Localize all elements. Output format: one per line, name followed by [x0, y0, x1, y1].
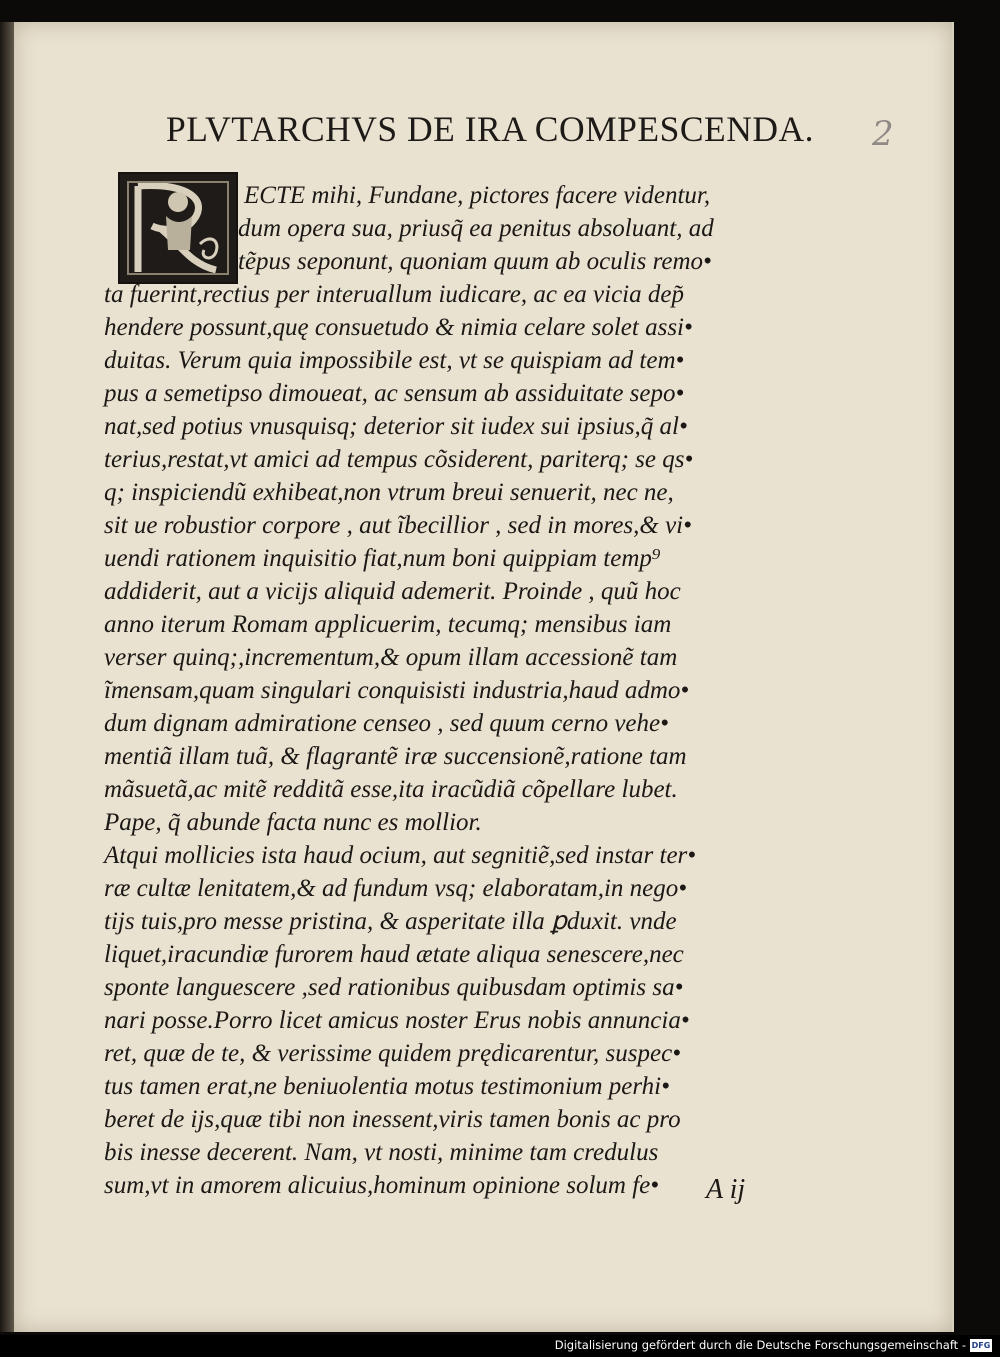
text-line-10: q; inspiciendũ exhibeat,non vtrum breui senuerit, nec ne,: [104, 479, 674, 506]
signature-mark: A ij: [706, 1174, 746, 1205]
text-line-17: dum dignam admiratione censeo , sed quum cerno vehe•: [104, 710, 669, 737]
text-line-30: bis inesse decerent. Nam, vt nosti, minime tam credulus: [104, 1139, 659, 1166]
text-line-29: beret de ijs,quæ tibi non inessent,viris tamen bonis ac pro: [104, 1106, 681, 1133]
text-line-8: nat,sed potius vnusquisq; deterior sit iudex sui ipsius,q̃ al•: [104, 413, 688, 440]
folio-number: 2: [872, 114, 894, 154]
text-line-7: pus a semetipso dimoueat, ac sensum ab assiduitate sepo•: [104, 380, 685, 407]
text-line-25: sponte languescere ,sed rationibus quibusdam optimis sa•: [104, 974, 684, 1001]
text-line-31: sum,vt in amorem alicuius,hominum opinione solum fe•: [104, 1172, 660, 1199]
text-line-16: ĩmensam,quam singulari conquisisti industria,haud admo•: [104, 677, 690, 704]
text-line-28: tus tamen erat,ne beniuolentia motus testimonium perhi•: [104, 1073, 670, 1100]
text-line-9: terius,restat,vt amici ad tempus cõsiderent, pariterq; se qs•: [104, 446, 694, 473]
text-line-6: duitas. Verum quia impossibile est, vt se quispiam ad tem•: [104, 347, 685, 374]
page-title: PLVTARCHVS DE IRA COMPESCENDA.: [166, 109, 814, 149]
text-line-20: Pape, q̃ abunde facta nunc es mollior.: [104, 809, 482, 836]
text-line-14: anno iterum Romam applicuerim, tecumq; mensibus iam: [104, 611, 672, 638]
text-line-26: nari posse.Porro licet amicus noster Erus nobis annuncia•: [104, 1007, 690, 1034]
text-line-24: liquet,iracundiæ furorem haud ætate aliqua senescere,nec: [104, 941, 684, 968]
text-line-23: tijs tuis,pro messe pristina, & asperitate illa ꝑduxit. vnde: [104, 908, 677, 935]
footer-credit: Digitalisierung gefördert durch die Deutsche Forschungsgemeinschaft -: [554, 1338, 966, 1352]
text-line-12: uendi rationem inquisitio fiat,num boni quippiam temp⁹: [104, 545, 661, 572]
text-line-19: mãsuetã,ac mitẽ redditã esse,ita iracũdiã cõpellare lubet.: [104, 776, 678, 803]
text-line-4: ta fuerint,rectius per interuallum iudicare, ac ea vicia dep̃: [104, 281, 684, 308]
text-line-15: verser quinq;,incrementum,& opum illam accessionẽ tam: [104, 644, 678, 671]
text-line-1: ECTE mihi, Fundane, pictores facere videntur,: [244, 182, 711, 209]
dfg-logo-icon: DFG: [971, 1341, 991, 1350]
text-line-2: dum opera sua, priusq̃ ea penitus absoluant, ad: [238, 215, 714, 242]
footer-bar: [0, 1335, 1000, 1357]
text-line-27: ret, quæ de te, & verissime quidem prędicarentur, suspec•: [104, 1040, 681, 1067]
text-line-11: sit ue robustior corpore , aut ĩbecillior , sed in mores,& vi•: [104, 512, 692, 539]
decorated-initial-graphic: [120, 174, 236, 282]
text-line-3: tẽpus seponunt, quoniam quum ab oculis remo•: [238, 248, 712, 275]
decorated-initial-r-image: [118, 172, 238, 284]
text-line-21: Atqui mollicies ista haud ocium, aut segnitiẽ,sed instar ter•: [104, 842, 697, 869]
text-line-18: mentiã illam tuã, & flagrantẽ iræ succensionẽ,ratione tam: [104, 743, 687, 770]
text-line-13: addiderit, aut a vicijs aliquid ademerit. Proinde , quũ hoc: [104, 578, 681, 605]
text-line-22: ræ cultæ lenitatem,& ad fundum vsq; elaboratam,in nego•: [104, 875, 688, 902]
text-line-5: hendere possunt,quę consuetudo & nimia celare solet assi•: [104, 314, 693, 341]
